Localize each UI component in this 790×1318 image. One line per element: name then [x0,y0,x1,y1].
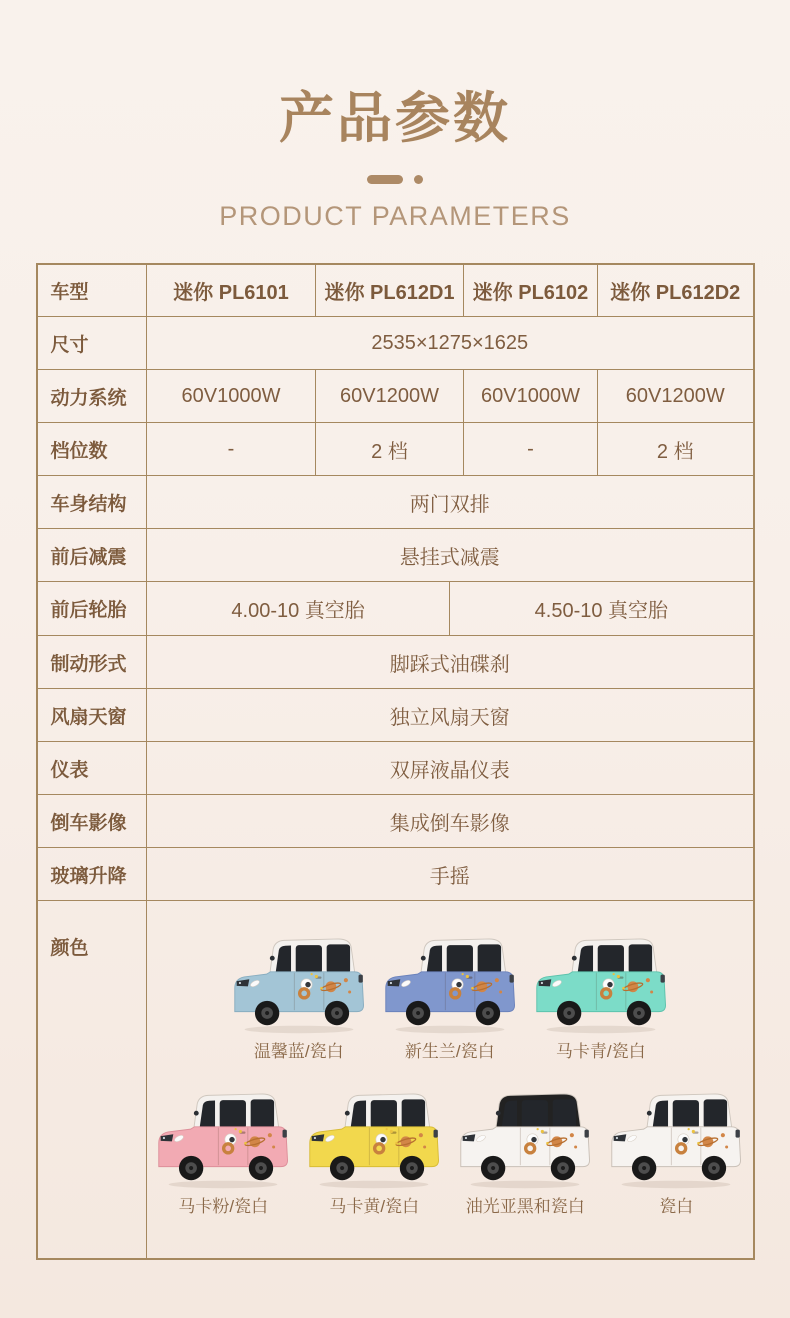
color-option-macaron-pink [148,1086,299,1217]
car-color-label: 马卡粉/瓷白 [178,1197,269,1217]
page-header [0,0,790,232]
power-cell: 60V1000W [147,370,316,423]
car-illustration [299,1086,449,1191]
divider-dot [414,175,423,184]
model-cell: 迷你 PL6102 [464,264,598,317]
table-row-gears [37,423,754,476]
table-row-dimensions [37,317,754,370]
color-option-porcelain-white [601,1086,752,1217]
power-cell: 60V1200W [598,370,754,423]
row-label-colors: 颜色 [37,901,147,1259]
car-color-label: 瓷白 [659,1197,694,1217]
table-row-brakes [37,636,754,689]
page-title: 产品参数 [278,87,511,149]
color-option-macaron-cyan [525,931,676,1062]
body-structure-cell: 两门双排 [147,476,754,529]
page-subtitle: PRODUCT PARAMETERS [219,200,571,231]
car-illustration [526,931,676,1036]
row-label-window-lift: 玻璃升降 [37,848,147,901]
window-lift-cell: 手摇 [147,848,754,901]
table-row-suspension [37,529,754,582]
gears-cell: 2 档 [316,423,464,476]
car-illustration [450,1086,600,1191]
tires-cell [147,582,754,636]
reverse-camera-cell: 集成倒车影像 [147,795,754,848]
gears-cell: - [464,423,598,476]
row-label-tires: 前后轮胎 [37,582,147,636]
car-color-label: 马卡青/瓷白 [555,1042,646,1062]
color-options-line-1 [147,931,753,1062]
power-cell: 60V1200W [316,370,464,423]
power-cell: 60V1000W [464,370,598,423]
row-label-model: 车型 [37,264,147,317]
row-label-brakes: 制动形式 [37,636,147,689]
model-cell: 迷你 PL6101 [147,264,316,317]
tires-front-value: 4.00-10 真空胎 [231,600,365,623]
spec-table [36,263,755,1260]
brakes-cell: 脚踩式油碟刹 [147,636,754,689]
color-option-black-white [450,1086,601,1217]
tires-rear-value: 4.50-10 真空胎 [449,582,752,635]
color-options-line-2 [147,1086,753,1217]
car-illustration [375,931,525,1036]
model-cell: 迷你 PL612D1 [316,264,464,317]
color-option-macaron-yellow [299,1086,450,1217]
fan-sunroof-cell: 独立风扇天窗 [147,689,754,742]
table-row-body-structure [37,476,754,529]
table-row-model [37,264,754,317]
row-label-power: 动力系统 [37,370,147,423]
car-color-label: 新生兰/瓷白 [404,1042,495,1062]
table-row-window-lift [37,848,754,901]
table-row-fan-sunroof [37,689,754,742]
color-option-warm-blue [223,931,374,1062]
color-option-periwinkle [374,931,525,1062]
gears-cell: - [147,423,316,476]
table-row-reverse-camera [37,795,754,848]
model-cell: 迷你 PL612D2 [598,264,754,317]
gears-cell: 2 档 [598,423,754,476]
suspension-cell: 悬挂式减震 [147,529,754,582]
colors-cell [147,901,754,1259]
title-divider [0,175,790,184]
car-illustration [601,1086,751,1191]
row-label-dimensions: 尺寸 [37,317,147,370]
tires-split [147,582,753,635]
table-row-power [37,370,754,423]
row-label-suspension: 前后减震 [37,529,147,582]
table-row-colors [37,901,754,1259]
row-label-gears: 档位数 [37,423,147,476]
instrument-cell: 双屏液晶仪表 [147,742,754,795]
table-row-tires [37,582,754,636]
car-illustration [224,931,374,1036]
row-label-reverse-camera: 倒车影像 [37,795,147,848]
dimensions-cell: 2535×1275×1625 [147,317,754,370]
car-color-label: 马卡黄/瓷白 [329,1197,420,1217]
car-color-label: 油光亚黑和瓷白 [465,1197,585,1217]
car-illustration [148,1086,298,1191]
car-color-label: 温馨蓝/瓷白 [253,1042,344,1062]
row-label-body-structure: 车身结构 [37,476,147,529]
divider-dash [367,175,403,184]
row-label-fan-sunroof: 风扇天窗 [37,689,147,742]
row-label-instrument: 仪表 [37,742,147,795]
table-row-instrument [37,742,754,795]
